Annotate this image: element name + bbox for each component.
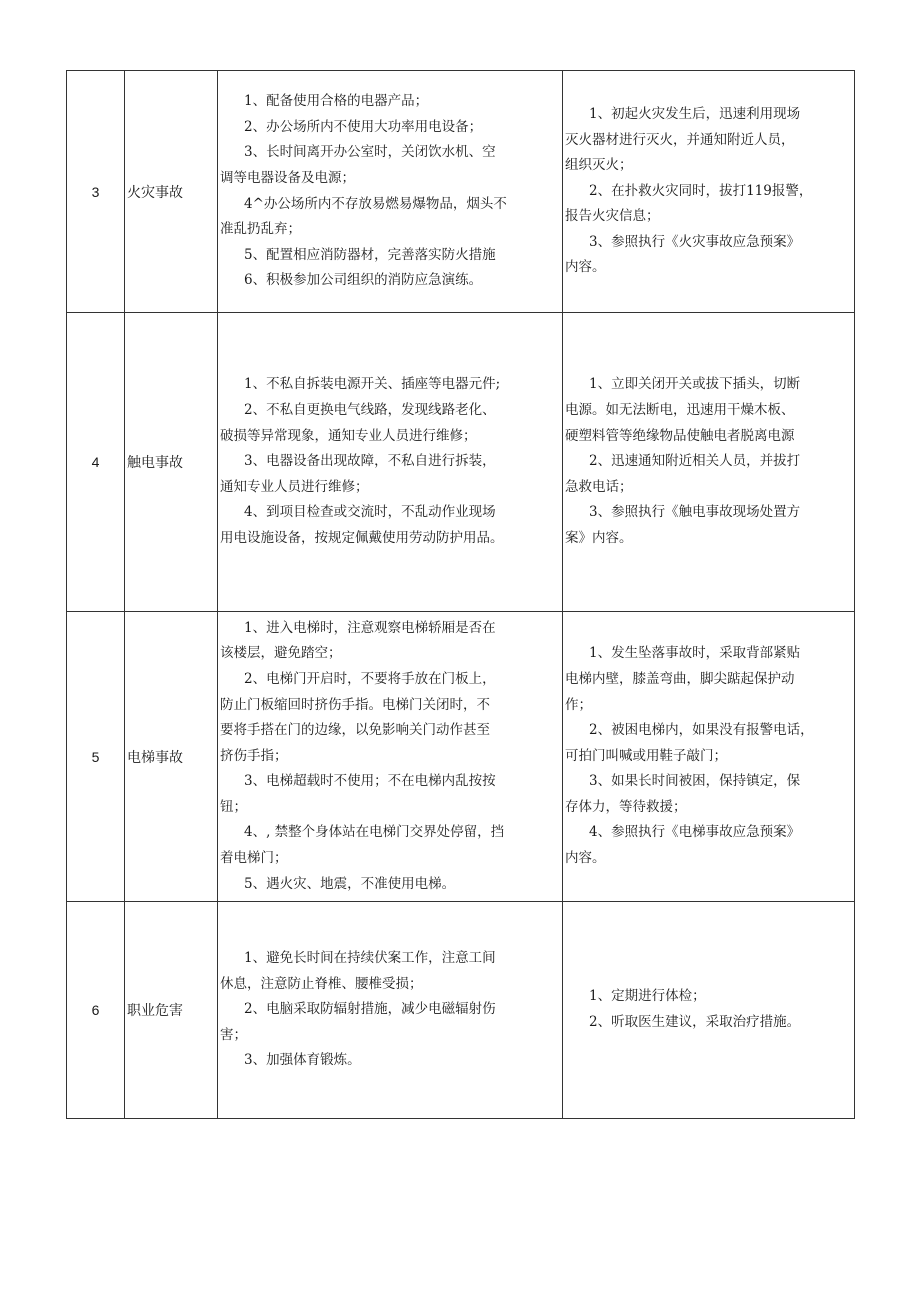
row-number: 3 <box>67 71 125 313</box>
measure-line: 1、不私自拆装电源开关、插座等电器元件; <box>244 376 501 393</box>
row-number: 4 <box>67 313 125 612</box>
response-line: 灭火器材进行灭火，并通知附近人员， <box>565 131 795 148</box>
measure-line: 用电设施设备，按规定佩戴使用劳动防护用品。 <box>220 529 504 546</box>
measure-line: 4、到项目检查或交流时，不乱动作业现场 <box>244 504 496 521</box>
response-line: 急救电话； <box>565 478 633 495</box>
hazard-response-table <box>66 70 855 1119</box>
measure-line: 6、积极参加公司组织的消防应急演练。 <box>244 272 483 289</box>
measure-line: 害； <box>220 1026 247 1043</box>
response-line: 1、定期进行体检； <box>589 988 706 1005</box>
accident-type: 职业危害 <box>125 902 218 1119</box>
row-number: 6 <box>67 902 125 1119</box>
measure-line: 休息，注意防止脊椎、腰椎受损； <box>220 975 423 992</box>
prevention-measures <box>218 71 563 313</box>
response-line: 2、在扑救火灾同时，拔打119报警， <box>589 182 813 199</box>
prevention-measures <box>218 612 563 902</box>
emergency-response <box>563 71 855 313</box>
prevention-measures <box>218 902 563 1119</box>
measure-line: 要将手搭在门的边缘，以免影响关门动作甚至 <box>220 722 490 739</box>
measure-line: 3、长时间离开办公室时，关闭饮水机、空 <box>244 144 496 161</box>
emergency-response <box>563 902 855 1119</box>
response-line: 内容。 <box>565 850 606 867</box>
measure-line: 2、办公场所内不使用大功率用电设备； <box>244 118 483 135</box>
response-line: 2、迅速通知附近相关人员，并拔打 <box>589 453 801 470</box>
table-row <box>67 612 855 902</box>
measure-line: 通知专业人员进行维修； <box>220 478 369 495</box>
response-line: 报告火灾信息； <box>565 208 660 225</box>
response-line: 1、发生坠落事故时，采取背部紧贴 <box>589 645 801 662</box>
measure-line: 调等电器设备及电源； <box>220 169 355 186</box>
response-line: 电梯内壁，膝盖弯曲，脚尖踮起保护动 <box>565 670 795 687</box>
response-line: 案》内容。 <box>565 529 633 546</box>
response-line: 1、初起火灾发生后，迅速利用现场 <box>589 105 801 122</box>
response-line: 内容。 <box>565 259 606 276</box>
response-line: 4、参照执行《电梯事故应急预案》 <box>589 824 801 841</box>
measure-line: 防止门板缩回时挤伤手指。电梯门关闭时，不 <box>220 696 490 713</box>
response-line: 2、听取医生建议，采取治疗措施。 <box>589 1014 801 1030</box>
measure-line: 挤伤手指； <box>220 747 288 764</box>
measure-line: 3、电梯超载时不使用；不在电梯内乱按按 <box>244 773 496 790</box>
response-line: 电源。如无法断电，迅速用干燥木板、 <box>565 402 795 419</box>
measure-line: 钮； <box>220 798 247 815</box>
measure-line: 2、不私自更换电气线路，发现线路老化、 <box>244 402 496 419</box>
measure-line: 2、电梯门开启时，不要将手放在门板上， <box>244 670 496 687</box>
emergency-response <box>563 612 855 902</box>
measure-line: 破损等异常现象，通知专业人员进行维修； <box>220 427 477 444</box>
response-line: 硬塑料管等绝缘物品使触电者脱离电源 <box>565 427 795 444</box>
emergency-response <box>563 313 855 612</box>
response-line: 作； <box>565 696 592 713</box>
measure-line: 1、配备使用合格的电器产品； <box>244 93 429 110</box>
measure-line: 3、电器设备出现故障，不私自进行拆装， <box>244 453 496 470</box>
measure-line: 2、电脑采取防辐射措施，减少电磁辐射伤 <box>244 1001 496 1018</box>
response-line: 存体力，等待救援； <box>565 798 687 815</box>
measure-line: 准乱扔乱弃； <box>220 221 301 238</box>
response-line: 可拍门叫喊或用鞋子敲门； <box>565 747 727 764</box>
table-row <box>67 71 855 313</box>
response-line: 3、参照执行《火灾事故应急预案》 <box>589 233 801 250</box>
measure-line: 1、进入电梯时，注意观察电梯轿厢是否在 <box>244 619 496 636</box>
row-number: 5 <box>67 612 125 902</box>
measure-line: 1、避免长时间在持续伏案工作，注意工间 <box>244 950 496 967</box>
prevention-measures <box>218 313 563 612</box>
response-line: 组织灭火； <box>565 157 633 174</box>
measure-line: 着电梯门； <box>220 850 288 867</box>
measure-line: 该楼层，避免踏空； <box>220 645 342 662</box>
measure-line: 4^办公场所内不存放易燃易爆物品，烟头不 <box>244 195 507 212</box>
table-row <box>67 313 855 612</box>
response-line: 3、如果长时间被困，保持镇定，保 <box>589 773 801 790</box>
response-line: 3、参照执行《触电事故现场处置方 <box>589 504 801 521</box>
accident-type: 电梯事故 <box>125 612 218 902</box>
table-row <box>67 902 855 1119</box>
response-line: 2、被困电梯内，如果没有报警电话， <box>589 722 814 739</box>
measure-line: 4、, 禁整个身体站在电梯门交界处停留，挡 <box>244 824 505 841</box>
measure-line: 5、遇火灾、地震，不准使用电梯。 <box>244 875 456 892</box>
accident-type: 火灾事故 <box>125 71 218 313</box>
response-line: 1、立即关闭开关或拔下插头，切断 <box>589 376 801 393</box>
measure-line: 3、加强体育锻炼。 <box>244 1052 361 1069</box>
measure-line: 5、配置相应消防器材，完善落实防火措施 <box>244 246 496 263</box>
accident-type: 触电事故 <box>125 313 218 612</box>
